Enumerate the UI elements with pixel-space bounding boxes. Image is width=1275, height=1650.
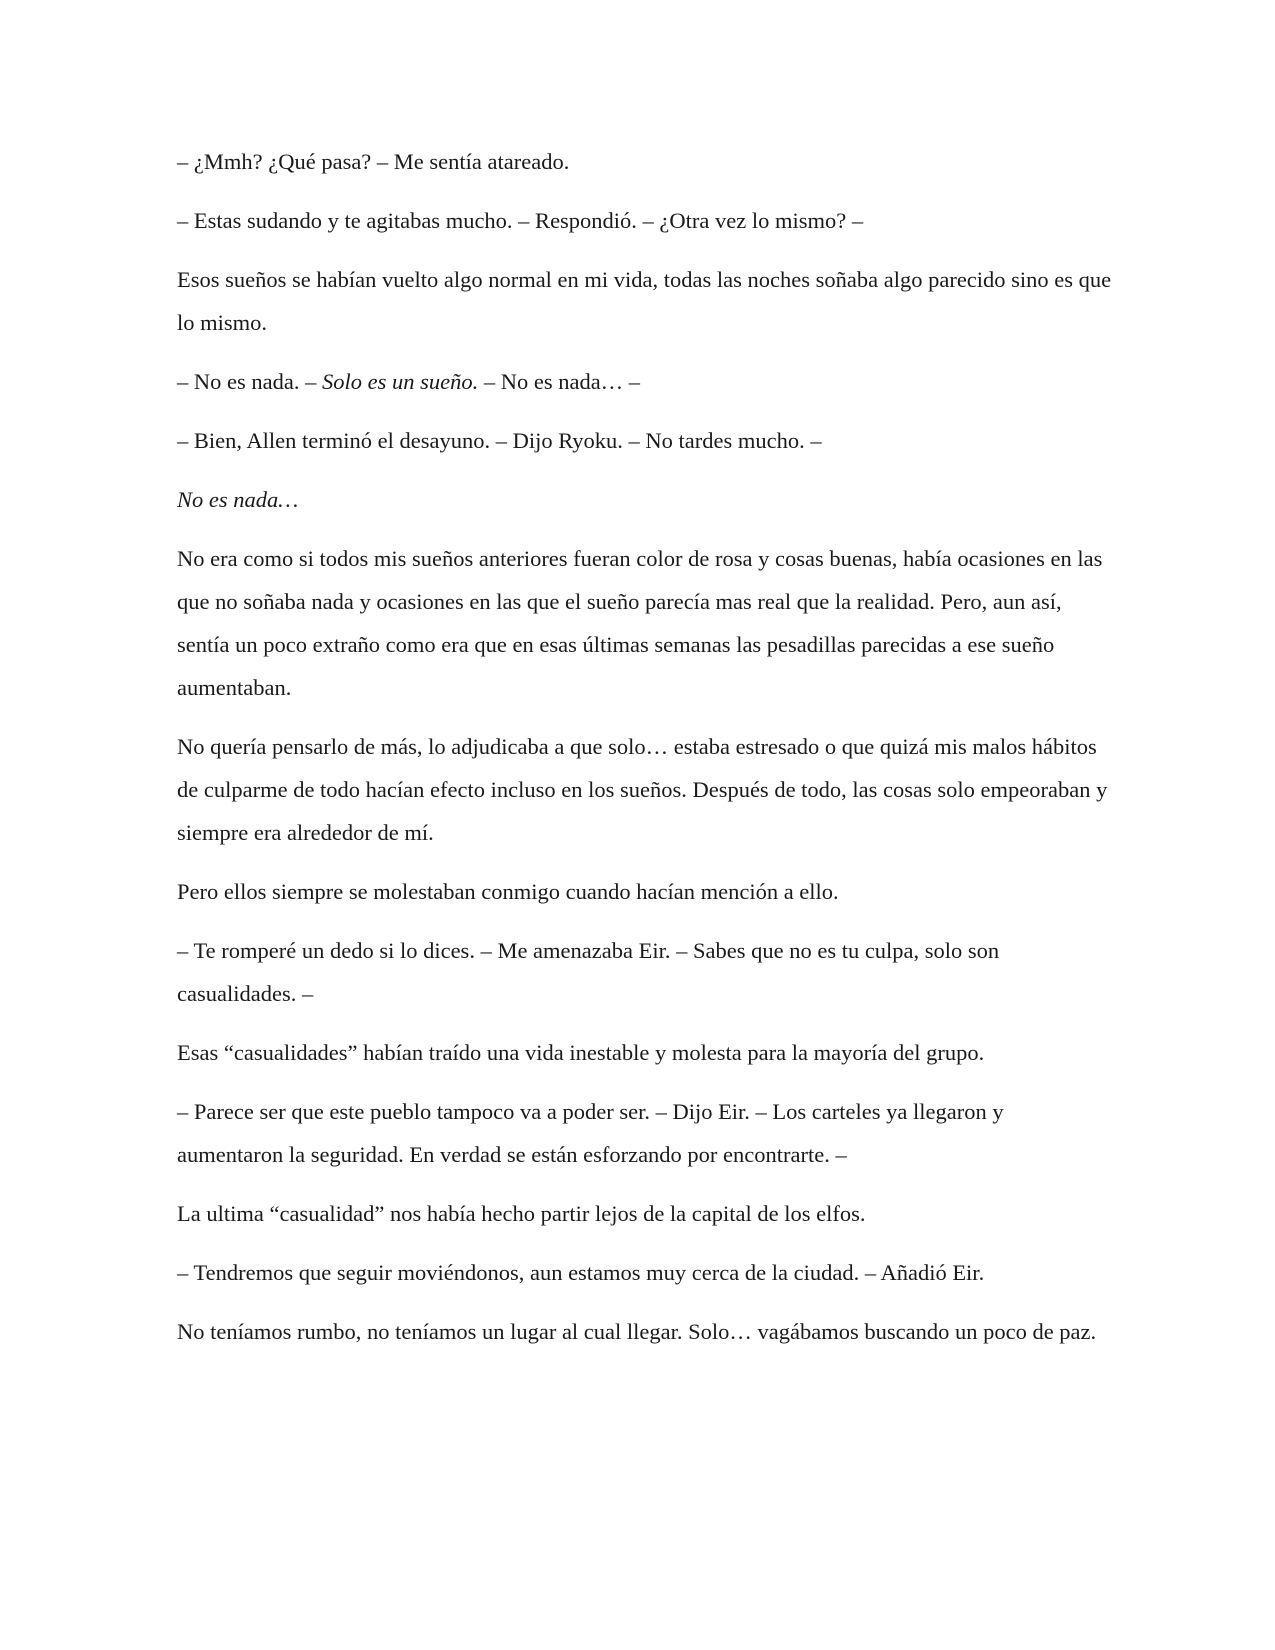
paragraph-15: No teníamos rumbo, no teníamos un lugar al cual llegar. Solo… vagábamos buscando un poco de paz. [177,1319,1097,1344]
paragraph-4-start: – No es nada. – [177,369,322,394]
paragraph-14: – Tendremos que seguir moviéndonos, aun estamos muy cerca de la ciudad. – Añadió Eir. [177,1260,985,1285]
paragraph-4-end: – No es nada… – [478,369,641,394]
paragraph-3: Esos sueños se habían vuelto algo normal en mi vida, todas las noches soñaba algo parecido sino es que lo mismo. [177,267,1112,335]
paragraph-6-italic: No es nada… [177,487,299,512]
paragraph-13: La ultima “casualidad” nos había hecho partir lejos de la capital de los elfos. [177,1201,866,1226]
paragraph-11: Esas “casualidades” habían traído una vida inestable y molesta para la mayoría del grupo. [177,1040,985,1065]
paragraph-5: – Bien, Allen terminó el desayuno. – Dijo Ryoku. – No tardes mucho. – [177,428,822,453]
paragraph-10: – Te romperé un dedo si lo dices. – Me amenazaba Eir. – Sabes que no es tu culpa, solo son casualidades. – [177,938,1000,1006]
paragraph-12: – Parece ser que este pueblo tampoco va a poder ser. – Dijo Eir. – Los carteles ya llegaron y aumentaron la seguridad. En verdad se están esforzando por encontrarte. – [177,1099,1004,1167]
paragraph-6 [177,478,1112,521]
paragraph-2: – Estas sudando y te agitabas mucho. – Respondió. – ¿Otra vez lo mismo? – [177,208,864,233]
paragraph-8: No quería pensarlo de más, lo adjudicaba a que solo… estaba estresado o que quizá mis malos hábitos de culparme de todo hacían efecto incluso en los sueños. Después de todo, las cosas solo empeoraban y siempre era alrededor de mí. [177,734,1108,845]
page-body [177,140,1112,1369]
paragraph-1: – ¿Mmh? ¿Qué pasa? – Me sentía atareado. [177,149,570,174]
paragraph-7: No era como si todos mis sueños anteriores fueran color de rosa y cosas buenas, había ocasiones en las que no soñaba nada y ocasiones en las que el sueño parecía mas real que la realidad. Pero, aun así, sentía un poco extraño como era que en esas últimas semanas las pesadillas parecidas a ese sueño aumentaban. [177,546,1103,700]
paragraph-4 [177,360,1112,403]
paragraph-4-italic: Solo es un sueño. [321,369,479,394]
paragraph-9: Pero ellos siempre se molestaban conmigo cuando hacían mención a ello. [177,879,839,904]
